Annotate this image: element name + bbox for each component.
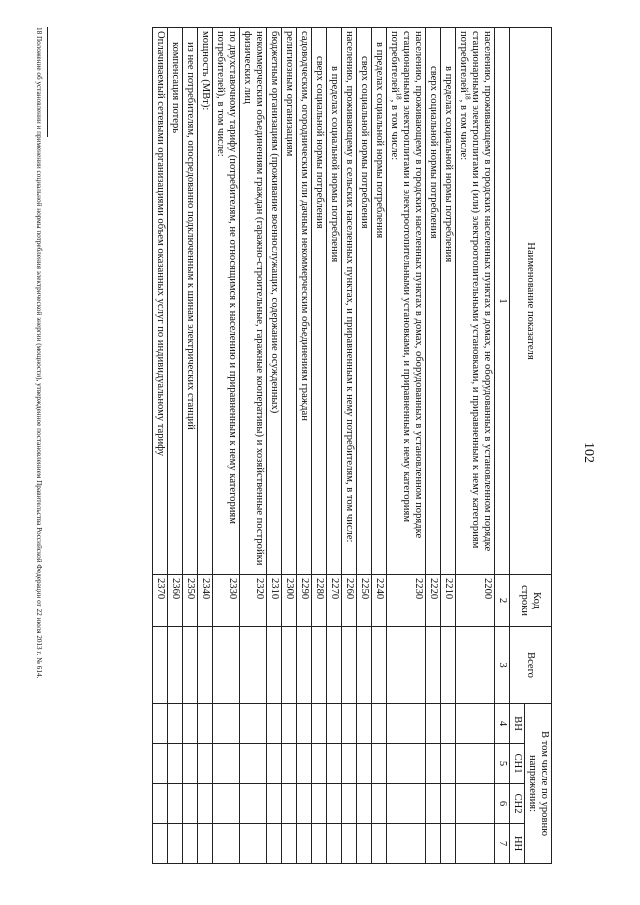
- cell-vn: [297, 704, 312, 744]
- cell-sn2: [357, 784, 372, 824]
- row-name: компенсация потерь: [168, 28, 183, 575]
- table-row: [387, 28, 426, 864]
- table-row: [441, 28, 456, 864]
- cell-vn: [357, 704, 372, 744]
- table-row: [372, 28, 387, 864]
- cell-vn: [282, 704, 297, 744]
- cell-nn: [456, 824, 495, 864]
- cell-sn2: [441, 784, 456, 824]
- row-name: Оплачиваемый сетевыми организациями объем оказанных услуг по индивидуальному тарифу: [153, 28, 168, 575]
- cell-sn1: [198, 744, 213, 784]
- row-name: сверх социальной нормы потребления: [426, 28, 441, 575]
- cell-sn2: [213, 784, 240, 824]
- col-number: 4: [495, 704, 510, 744]
- header-voltage-group: В том числе по уровню напряжения:: [525, 704, 552, 864]
- cell-total: [372, 627, 387, 704]
- cell-vn: [441, 704, 456, 744]
- cell-vn: [312, 704, 327, 744]
- cell-sn1: [240, 744, 267, 784]
- cell-sn2: [267, 784, 282, 824]
- cell-sn2: [387, 784, 426, 824]
- row-name: садоводческим, огородническим или дачным некоммерческим объединениям граждан: [297, 28, 312, 575]
- row-name: населению, проживающему в городских населенных пунктах в домах, не оборудованных в установленном порядке стационарными электроплитами и (или) электроотопительными установками, и приравненным к нему категориям потребителей$^{18}$, в том числе:: [456, 28, 495, 575]
- table-row: [168, 28, 183, 864]
- row-code: 2230: [387, 575, 426, 627]
- row-name: населению, проживающему в сельских населенных пунктах, и приравненным к нему потребителям, в том числе:: [342, 28, 357, 575]
- cell-sn2: [327, 784, 342, 824]
- cell-sn2: [240, 784, 267, 824]
- cell-sn1: [213, 744, 240, 784]
- cell-nn: [183, 824, 198, 864]
- cell-nn: [198, 824, 213, 864]
- col-number: 1: [495, 28, 510, 575]
- row-name: мощность (МВт):: [198, 28, 213, 575]
- cell-nn: [342, 824, 357, 864]
- cell-sn1: [387, 744, 426, 784]
- table-row: [153, 28, 168, 864]
- cell-nn: [240, 824, 267, 864]
- table-row: [213, 28, 240, 864]
- cell-vn: [198, 704, 213, 744]
- cell-nn: [312, 824, 327, 864]
- cell-total: [312, 627, 327, 704]
- cell-total: [297, 627, 312, 704]
- row-code: 2240: [372, 575, 387, 627]
- header-total: Всего: [510, 627, 552, 704]
- cell-sn2: [153, 784, 168, 824]
- row-code: 2290: [297, 575, 312, 627]
- row-name: сверх социальной нормы потребления: [357, 28, 372, 575]
- table-row: [267, 28, 282, 864]
- cell-sn1: [183, 744, 198, 784]
- cell-sn1: [441, 744, 456, 784]
- cell-total: [213, 627, 240, 704]
- cell-nn: [327, 824, 342, 864]
- row-code: 2220: [426, 575, 441, 627]
- col-number: 3: [495, 627, 510, 704]
- row-name: некоммерческим объединениям граждан (гаражно-строительные, гаражные кооперативы) и хозяйственные постройки физических лиц: [240, 28, 267, 575]
- cell-total: [153, 627, 168, 704]
- row-code: 2200: [456, 575, 495, 627]
- footnote-divider: [47, 27, 48, 137]
- cell-vn: [213, 704, 240, 744]
- table-row: [456, 28, 495, 864]
- cell-sn1: [267, 744, 282, 784]
- cell-total: [426, 627, 441, 704]
- cell-sn1: [342, 744, 357, 784]
- row-name: бюджетным организациям (проживание военнослужащих, содержание осужденных): [267, 28, 282, 575]
- cell-total: [357, 627, 372, 704]
- cell-vn: [240, 704, 267, 744]
- cell-sn1: [426, 744, 441, 784]
- cell-sn2: [426, 784, 441, 824]
- cell-vn: [168, 704, 183, 744]
- cell-nn: [213, 824, 240, 864]
- cell-vn: [456, 704, 495, 744]
- cell-nn: [387, 824, 426, 864]
- cell-total: [168, 627, 183, 704]
- cell-vn: [342, 704, 357, 744]
- header-name: Наименование показателя: [510, 28, 552, 575]
- table-row: [426, 28, 441, 864]
- row-code: 2280: [312, 575, 327, 627]
- cell-vn: [327, 704, 342, 744]
- col-number: 6: [495, 784, 510, 824]
- table-row: [240, 28, 267, 864]
- row-name: в пределах социальной нормы потребления: [327, 28, 342, 575]
- cell-sn1: [153, 744, 168, 784]
- table-row: [183, 28, 198, 864]
- cell-nn: [372, 824, 387, 864]
- row-name: населению, проживающему в городских населенных пунктах в домах, оборудованных в установленном порядке стационарными электроплитами и электроотопительными установками, и приравненным к нему категориям потребителей$^{18}$, в том числе:: [387, 28, 426, 575]
- row-name: по двухставочному тарифу (потребителям, не относящимся к населению и приравненным к нему категориям потребителей), в том числе:: [213, 28, 240, 575]
- cell-nn: [441, 824, 456, 864]
- cell-total: [240, 627, 267, 704]
- table-row: [312, 28, 327, 864]
- cell-sn2: [198, 784, 213, 824]
- cell-sn2: [456, 784, 495, 824]
- table-row: [297, 28, 312, 864]
- cell-vn: [372, 704, 387, 744]
- cell-total: [327, 627, 342, 704]
- cell-total: [387, 627, 426, 704]
- row-name: сверх социальной нормы потребления: [312, 28, 327, 575]
- cell-sn2: [372, 784, 387, 824]
- cell-sn1: [456, 744, 495, 784]
- cell-sn2: [168, 784, 183, 824]
- cell-total: [198, 627, 213, 704]
- cell-sn2: [297, 784, 312, 824]
- row-code: 2260: [342, 575, 357, 627]
- page-number: 102: [581, 442, 596, 463]
- row-code: 2270: [327, 575, 342, 627]
- cell-total: [183, 627, 198, 704]
- header-voltage-nn: НН: [510, 824, 525, 864]
- indicator-table: [152, 27, 552, 864]
- cell-sn1: [327, 744, 342, 784]
- cell-sn1: [312, 744, 327, 784]
- header-row: [525, 28, 552, 864]
- cell-nn: [267, 824, 282, 864]
- cell-total: [456, 627, 495, 704]
- table-row: [342, 28, 357, 864]
- cell-nn: [297, 824, 312, 864]
- cell-nn: [168, 824, 183, 864]
- footnote-text: 18 Положение об установлении и применении социальной нормы потребления электрической энергии (мощности), утвержденное постановлением Правительства Российской Федерации от 22 июля 2013 г. № 614.: [35, 27, 43, 679]
- cell-total: [282, 627, 297, 704]
- row-code: 2300: [282, 575, 297, 627]
- row-code: 2340: [198, 575, 213, 627]
- row-code: 2320: [240, 575, 267, 627]
- cell-nn: [426, 824, 441, 864]
- header-code: Код строки: [510, 575, 552, 627]
- cell-sn2: [342, 784, 357, 824]
- cell-sn1: [372, 744, 387, 784]
- column-number-row: [495, 28, 510, 864]
- col-number: 5: [495, 744, 510, 784]
- cell-total: [441, 627, 456, 704]
- cell-sn1: [297, 744, 312, 784]
- table-row: [357, 28, 372, 864]
- table-row: [198, 28, 213, 864]
- row-code: 2350: [183, 575, 198, 627]
- cell-sn2: [183, 784, 198, 824]
- cell-sn1: [282, 744, 297, 784]
- footnote-ref: 18: [463, 92, 472, 100]
- cell-vn: [267, 704, 282, 744]
- row-name: в пределах социальной нормы потребления: [441, 28, 456, 575]
- cell-sn1: [357, 744, 372, 784]
- cell-sn1: [168, 744, 183, 784]
- row-code: 2370: [153, 575, 168, 627]
- row-name: из нее потребителям, опосредованно подключенным к шинам электрических станций: [183, 28, 198, 575]
- table-row: [327, 28, 342, 864]
- cell-sn2: [282, 784, 297, 824]
- row-code: 2210: [441, 575, 456, 627]
- cell-vn: [426, 704, 441, 744]
- row-name: религиозным организациям: [282, 28, 297, 575]
- header-voltage-sn2: СН2: [510, 784, 525, 824]
- col-number: 7: [495, 824, 510, 864]
- col-number: 2: [495, 575, 510, 627]
- cell-nn: [153, 824, 168, 864]
- row-code: 2360: [168, 575, 183, 627]
- cell-vn: [153, 704, 168, 744]
- row-code: 2330: [213, 575, 240, 627]
- cell-vn: [183, 704, 198, 744]
- header-voltage-vn: ВН: [510, 704, 525, 744]
- row-code: 2250: [357, 575, 372, 627]
- header-voltage-sn1: СН1: [510, 744, 525, 784]
- row-code: 2310: [267, 575, 282, 627]
- cell-vn: [387, 704, 426, 744]
- cell-total: [267, 627, 282, 704]
- row-name: в пределах социальной нормы потребления: [372, 28, 387, 575]
- cell-nn: [282, 824, 297, 864]
- cell-nn: [357, 824, 372, 864]
- footnote-ref: 18: [394, 92, 403, 100]
- table-row: [282, 28, 297, 864]
- cell-total: [342, 627, 357, 704]
- cell-sn2: [312, 784, 327, 824]
